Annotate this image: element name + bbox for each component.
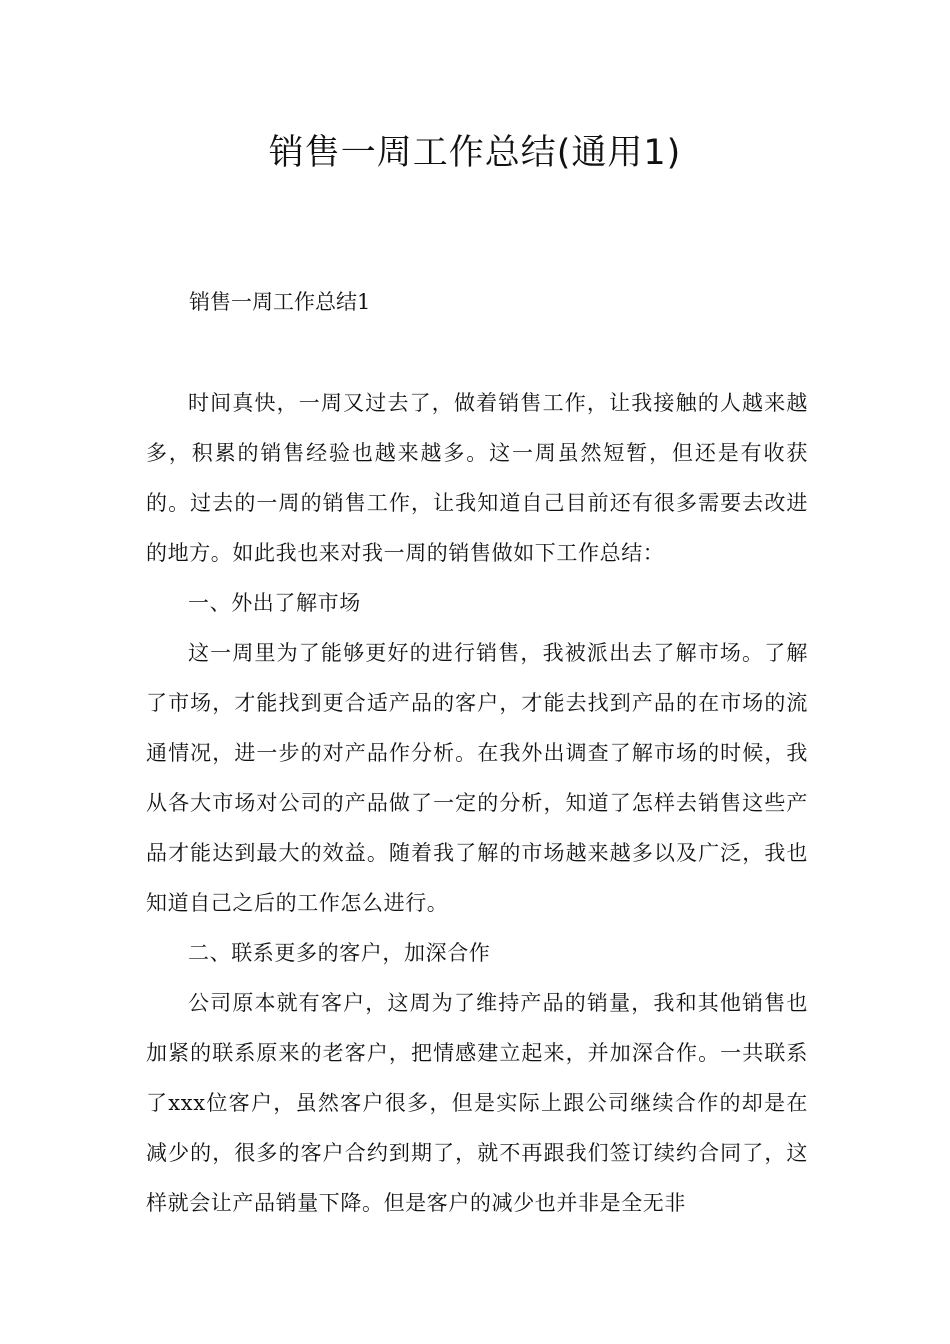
paragraph-intro: 时间真快，一周又过去了，做着销售工作，让我接触的人越来越多，积累的销售经验也越来越多。这一周虽然短暂，但还是有收获的。过去的一周的销售工作，让我知道自己目前还有很多需要去改进的地方。如此我也来对我一周的销售做如下工作总结：	[146, 391, 808, 565]
document-body	[146, 378, 808, 1228]
paragraph-clients: 公司原本就有客户，这周为了维持产品的销量，我和其他销售也加紧的联系原来的老客户，把情感建立起来，并加深合作。一共联系了xxx位客户，虽然客户很多，但是实际上跟公司继续合作的却是在减少的，很多的客户合约到期了，就不再跟我们签订续约合同了，这样就会让产品销量下降。但是客户的减少也并非是全无非	[146, 991, 808, 1215]
section-heading-clients: 二、联系更多的客户，加深合作	[188, 941, 491, 965]
paragraph-market: 这一周里为了能够更好的进行销售，我被派出去了解市场。了解了市场，才能找到更合适产品的客户，才能去找到产品的在市场的流通情况，进一步的对产品作分析。在我外出调查了解市场的时候，我从各大市场对公司的产品做了一定的分析，知道了怎样去销售这些产品才能达到最大的效益。随着我了解的市场越来越多以及广泛，我也知道自己之后的工作怎么进行。	[146, 641, 808, 915]
document-title: 销售一周工作总结(通用1)	[268, 133, 682, 173]
section-heading-market: 一、外出了解市场	[188, 591, 361, 615]
document-subtitle: 销售一周工作总结1	[189, 290, 371, 314]
